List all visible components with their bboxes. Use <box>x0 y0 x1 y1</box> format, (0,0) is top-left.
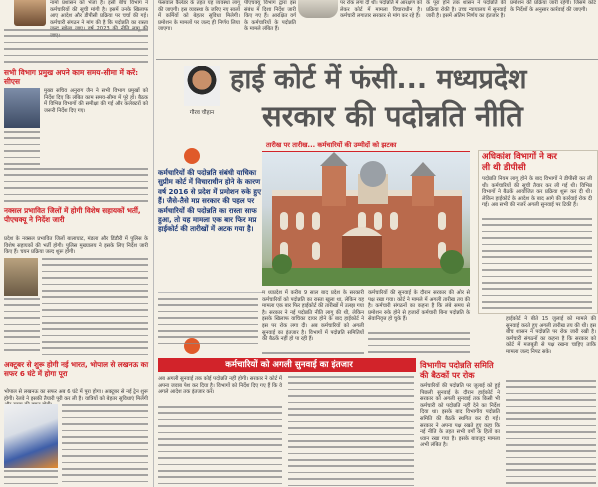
bottom-banner-text: कर्मचारियों को अगली सुनवाई का इंतजार <box>225 360 353 370</box>
left-column-rule <box>153 0 154 487</box>
left-item3-lines <box>62 404 148 484</box>
pull-quote-rule <box>158 292 262 293</box>
col4-top-text: पर रोक लगा दी थी। पदोन्नति में आरक्षण को लेकर कोर्ट में मामला विचाराधीन है। कर्मचारी लगातार सरकार से मांग कर रहे हैं। <box>340 0 422 20</box>
left-item3-heading: अक्टूबर से शुरू होगी नई भारत, भोपाल से लखनऊ का सफर 6 घंटे में होगा पूरा <box>4 360 149 378</box>
author-photo <box>184 66 220 106</box>
right-box-heading-1: अधिकांश विभागों ने कर <box>482 152 557 162</box>
portrait-chief-secretary <box>4 88 40 128</box>
col3-top-text: पीएचक्यू विभाग द्वारा इस संबंध में दिशा निर्देश जारी किए गए हैं। आरक्षित वर्ग के कर्मचारियों के पदोन्नति के मामले लंबित हैं। <box>244 0 296 33</box>
portrait-police <box>4 258 38 296</box>
side-box-heading-2: की बैठकों पर रोक <box>420 370 475 380</box>
main-story-lines-b <box>368 332 470 358</box>
left-item1-heading: सभी विभाग प्रमुख अपने काम समय-सीमा में करें: सीएस <box>4 68 139 86</box>
left-top-text-lines <box>4 29 148 67</box>
right-box-heading-2: ली थी डीपीसी <box>482 163 526 173</box>
main-story-col-b: कर्मचारियों की सुनवाई के दौरान सरकार की ओर से पक्ष रखा गया। कोर्ट ने मामले में अगली तारीख तय की है। कर्मचारी संगठनों का कहना है कि लंबे समय से प्रमोशन रुके होने से हजारों कर्मचारी बिना पदोन्नति के सेवानिवृत्त हो चुके हैं। <box>368 290 470 323</box>
left-column <box>0 0 152 487</box>
building-thumbnail <box>298 0 338 18</box>
top-left-portrait <box>14 0 46 26</box>
bottom-lines-b <box>288 376 414 487</box>
train-image <box>4 404 58 468</box>
left-item2-lines <box>42 258 148 358</box>
author-name: गौरव चौहान <box>189 110 215 116</box>
high-court-building-icon <box>262 152 470 286</box>
subheadline: तारीख पर तारीख... कर्मचारियों की उम्मीदों को झटका <box>266 141 397 149</box>
side-box-heading-1: विभागीय पदोन्नति समिति <box>420 360 494 370</box>
headline-line1: हाई कोर्ट में फंसी... मध्यप्रदेश <box>230 64 527 95</box>
left-item3-lines-2 <box>4 470 58 487</box>
left-item2-lines-2 <box>4 298 40 358</box>
right-box-lines <box>482 218 592 310</box>
right-box-bottom: हाईकोर्ट ने बीते 15 जुलाई को मामले की सुनवाई करते हुए अगली तारीख तय की थी। इस बीच शासन ने पदोन्नति पर रोक जारी रखी है। कर्मचारी संगठनों का कहना है कि सरकार को कोर्ट में मजबूती से पक्ष रखना चाहिए ताकि मामला जल्द निपट सके। <box>506 316 596 355</box>
mid-left-lines <box>158 298 258 350</box>
top-strip-rule <box>156 59 598 60</box>
col2-top-text: फेसवाल कैलेंडर के तहत यह व्यवस्था लागू की जाएगी। इस व्यवस्था के जरिए नए सालों में कर्मियों को बेहतर सुविधा मिलेगी। प्रमोशन के मामलों पर जल्द ही निर्णय लिया जाएगा। <box>158 0 240 33</box>
left-top-paragraph: नामों प्रशासन को भेजा है। इसी बीच विभाग ने कर्मचारियों की सूची मांगी है। इसमें उनके खिलाफ आए आदेश और डीपीसी प्रक्रिया पर चर्चा की गई। कर्मचारी संगठन ने मांग की है कि पदोन्नति का रास्ता <box>50 0 148 26</box>
main-story-body: म ध्यप्रदेश में करीब 9 साल बाद प्रदेश के सरकारी कर्मचारियों को पदोन्नति का रास्ता खुला था, लेकिन यह मामला एक बार फिर हाईकोर्ट की तारीखों में उलझ गया है। सरकार ने नई पदोन्नति नीति लागू की थी, लेकिन इसके खिलाफ याचिका दायर होने के बाद हाईकोर्ट ने इस पर रोक लगा दी। अब कर्मचारियों को अगली सुनवाई का इंतजार है। विभागों में पदोन्नति समितियों की बैठकें नहीं हो पा रही हैं। <box>262 290 364 343</box>
left-item3-body: भोपाल से लखनऊ का सफर अब 6 घंटे में पूरा होगा। अक्टूबर से नई ट्रेन शुरू होगी। रेलवे ने इसकी तैयारी पूरी कर ली है। यात्रियों को बेहतर सुविधाएं मिलेंगी <box>4 389 148 402</box>
col6-top-text: प्रमोशन की प्रक्रिया जारी रहेगी। जिसमें कोर्ट के निर्देशों के अनुसार कार्रवाई की जाएगी। <box>510 0 596 13</box>
right-bottom-lines <box>506 380 596 487</box>
high-court-photo <box>262 152 470 286</box>
bottom-lines-a <box>158 406 282 487</box>
right-box-body: पदोन्नति नियम लागू होने के बाद विभागों ने डीपीसी कर ली थी। कर्मचारियों की सूची तैयार कर ली गई थी। विभिन्न विभागों ने बैठकें आयोजित कर प्रक्रिया शुरू कर दी थी। लेकिन हाईकोर्ट के आदेश के बाद आगे की कार्रवाई रोक दी गई। अब सभी की नजरें अगली सुनवाई पर टिकी हैं। <box>482 176 592 209</box>
left-item2-heading: नक्सल प्रभावित जिलों में होगी विशेष सहायकों भर्ती, पीएचक्यू ने निर्देश जारी <box>4 206 141 224</box>
side-box-body: कर्मचारियों की पदोन्नति पर जुलाई को हुई पिछली सुनवाई के दौरान हाईकोर्ट ने सरकार को अगली सुनवाई तक किसी भी कर्मचारी को पदोन्नति नहीं देने का निर्देश दिया था। इसके बाद विभागीय पदोन्नति समिति की बैठकें स्थगित कर दी गईं। सरकार ने अपना पक्ष रखते हुए कहा कि नई नीति के तहत सभी वर्गों के हितों का ध्यान रखा गया है। इसके बावजूद मामला अभी लंबित है। <box>420 383 500 449</box>
headline-line2: सरकार की पदोन्नति नीति <box>262 99 523 133</box>
bottom-text: अब अगली सुनवाई तक कोई पदोन्नति नहीं होगी। सरकार ने कोर्ट में अपना जवाब पेश कर दिया है। विभागों को निर्देश दिए गए हैं कि वे अगले आदेश तक इंतजार करें। <box>158 376 282 396</box>
left-item1-body: मुख्य सचिव अनुराग जैन ने सभी विभाग प्रमुखों को निर्देश दिए कि लंबित काम समय-सीमा में पूरे हों। बैठक में विभिन्न विभागों की समीक्षा की गई और कलेक्टरों को जरूरी निर्देश दिए गए। <box>44 88 148 114</box>
left-item2-body: प्रदेश के नक्सल प्रभावित जिलों बालाघाट, मंडला और डिंडौरी में पुलिस के विशेष सहायकों की भर्ती होगी। पुलिस मुख्यालय ने इसके लिए निर्देश जारी किए हैं। चयन प्रक्रिया जल्द शुरू होगी। <box>4 236 148 256</box>
quote-mark-icon <box>184 148 200 164</box>
left-item1-lines <box>4 131 40 167</box>
pull-quote: कर्मचारियों की पदोन्नति संबंधी याचिका सुप्रीम कोर्ट में विचाराधीन होने के कारण वर्ष 2016 से प्रदेश में प्रमोशन रुके हुए हैं। जैसे-तैसे मप्र सरकार की पहल पर कर्मचारियों की पदोन्नति का रास्ता साफ हुआ, तो यह मामला एक बार फिर मप्र हाईकोर्ट की तारीखों में अटक गया है। <box>158 168 261 234</box>
left-item1-lines-2 <box>4 168 148 204</box>
col5-top-text: के पूरा होने तक शासन ने पदोन्नति की प्रक्रिया रोकी है। उच्च न्यायालय में सुनवाई जारी है। इसमें अंतिम निर्णय का इंतजार है। <box>426 0 506 20</box>
